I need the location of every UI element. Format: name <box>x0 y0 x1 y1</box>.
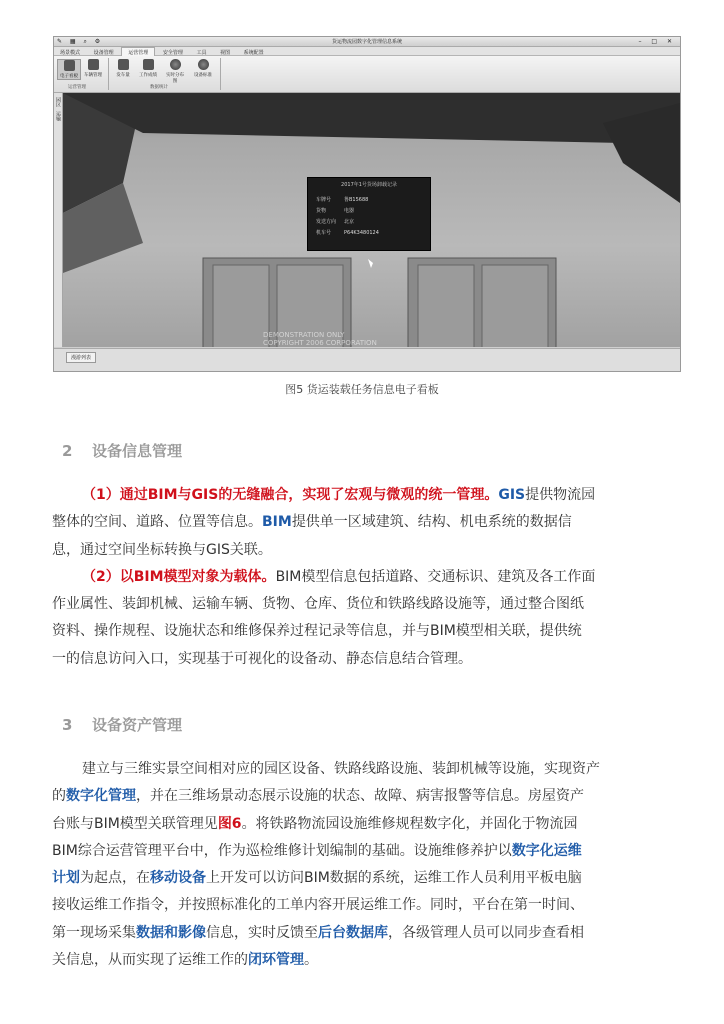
menu-tab[interactable]: 设备管理 <box>93 50 114 56</box>
menu-tab[interactable]: 工具 <box>196 50 207 56</box>
ribbon-button-departures[interactable] <box>112 59 134 78</box>
app-titlebar <box>54 37 680 47</box>
app-title: 货运物流园数字化管理信息系统 <box>331 39 402 45</box>
truck-icon <box>88 59 99 70</box>
section-heading: 3 设备资产管理 <box>62 716 183 734</box>
menu-tab[interactable]: 系统配置 <box>243 50 264 56</box>
board-row: 货物 电器 <box>316 208 355 214</box>
paragraph: 建立与三维实景空间相对应的园区设备、铁路线路设施、装卸机械等设施，实现资产 的数字化管理，并在三维场景动态展示设施的状态、故障、病害报警等信息。房屋资产 台账与BIM模型关联管理见图6。将铁路物流园设施维修规程数字化，并固化于物流园 BIM综合运营管理平台中，作为巡检维修计划编制的基础。设施维修养护以数字化运维 计划为起点，在移动设备上开发可以访问BIM数据的系统，运维工作人员利用平板电脑 接收运维工作指令，并按照标准化的工单内容开展运维工作。同时，平台在第一时间、 第一现场采集数据和影像信息，实时反馈至后台数据库，各级管理人员可以同步查看相 关信息，从而实现了运维工作的闭环管理。 <box>52 761 600 969</box>
ribbon-button-performance[interactable] <box>137 59 159 78</box>
side-tab[interactable]: 运输 <box>55 111 61 121</box>
demo-watermark: DEMONSTRATION ONLY COPYRIGHT 2006 CORPORATION <box>263 331 377 347</box>
monitor-icon <box>64 60 75 71</box>
board-title: 2017年1号货场卸载记录 <box>341 182 397 188</box>
ribbon-button-label: 电子看板 <box>60 74 78 79</box>
globe-icon <box>170 59 181 70</box>
ribbon <box>54 56 680 93</box>
3d-scene-viewport[interactable] <box>63 93 680 347</box>
ribbon-group-label: 数据统计 <box>150 85 168 90</box>
ribbon-button-distribution[interactable] <box>164 59 186 84</box>
ribbon-button-e-board[interactable] <box>57 59 81 80</box>
ribbon-button-label: 设备标准 <box>194 73 212 78</box>
ribbon-button-vehicles[interactable] <box>82 59 104 78</box>
paragraph: （1）通过BIM与GIS的无缝融合，实现了宏观与微观的统一管理。GIS提供物流园 整体的空间、道路、位置等信息。BIM提供单一区域建筑、结构、机电系统的数据信 息，通过空间坐标转换与GIS关联。 （2）以BIM模型对象为载体。BIM模型信息包括道路、交通标识、建筑及各工作面 作业属性、装卸机械、运输车辆、货物、仓库、货位和铁路线路设施等，通过整合图纸 资料、操作规程、设施状态和维修保养过程记录等信息，并与BIM模型相关联，提供统 一的信息访问入口，实现基于可视化的设备动、静态信息结合管理。 <box>52 487 596 667</box>
bar-chart-icon <box>143 59 154 70</box>
side-tab[interactable]: 园区 <box>55 97 61 107</box>
board-row: 发送方向 北京 <box>316 219 355 225</box>
ribbon-button-equipment[interactable] <box>192 59 214 78</box>
ribbon-button-label: 工作成绩 <box>139 73 157 78</box>
chart-icon <box>118 59 129 70</box>
menu-tab[interactable]: 视图 <box>220 50 231 56</box>
section-heading: 2 设备信息管理 <box>62 442 183 460</box>
board-row: 机车号 P64K3480124 <box>316 230 379 236</box>
side-tabs <box>54 93 63 347</box>
quick-access-toolbar[interactable]: ✎ ▦ ⌕ ⚙ <box>57 38 104 45</box>
status-bar <box>54 348 680 372</box>
ribbon-button-label: 车辆管理 <box>84 73 102 78</box>
info-board <box>307 177 431 251</box>
menu-tab-active[interactable]: 运营管理 <box>121 47 155 57</box>
group-separator <box>220 58 221 90</box>
ribbon-group-label: 运营管理 <box>68 85 86 90</box>
figure-6-link[interactable]: 图6 <box>217 815 242 832</box>
window-controls[interactable]: – □ ✕ <box>638 38 676 45</box>
menu-tab[interactable]: 场景模式 <box>60 50 81 56</box>
figure-screenshot <box>53 36 681 372</box>
roaming-list-tab[interactable]: 漫游列表 <box>66 352 96 363</box>
menu-bar <box>54 47 680 56</box>
ribbon-button-label: 发车量 <box>116 73 130 78</box>
gear-icon <box>198 59 209 70</box>
ribbon-button-label: 实时分布图 <box>166 73 184 84</box>
figure-caption: 图5 货运装载任务信息电子看板 <box>285 383 439 396</box>
group-separator <box>108 58 109 90</box>
board-row: 车牌号 鲁B15688 <box>316 197 369 203</box>
menu-tab[interactable]: 安全管理 <box>162 50 183 56</box>
